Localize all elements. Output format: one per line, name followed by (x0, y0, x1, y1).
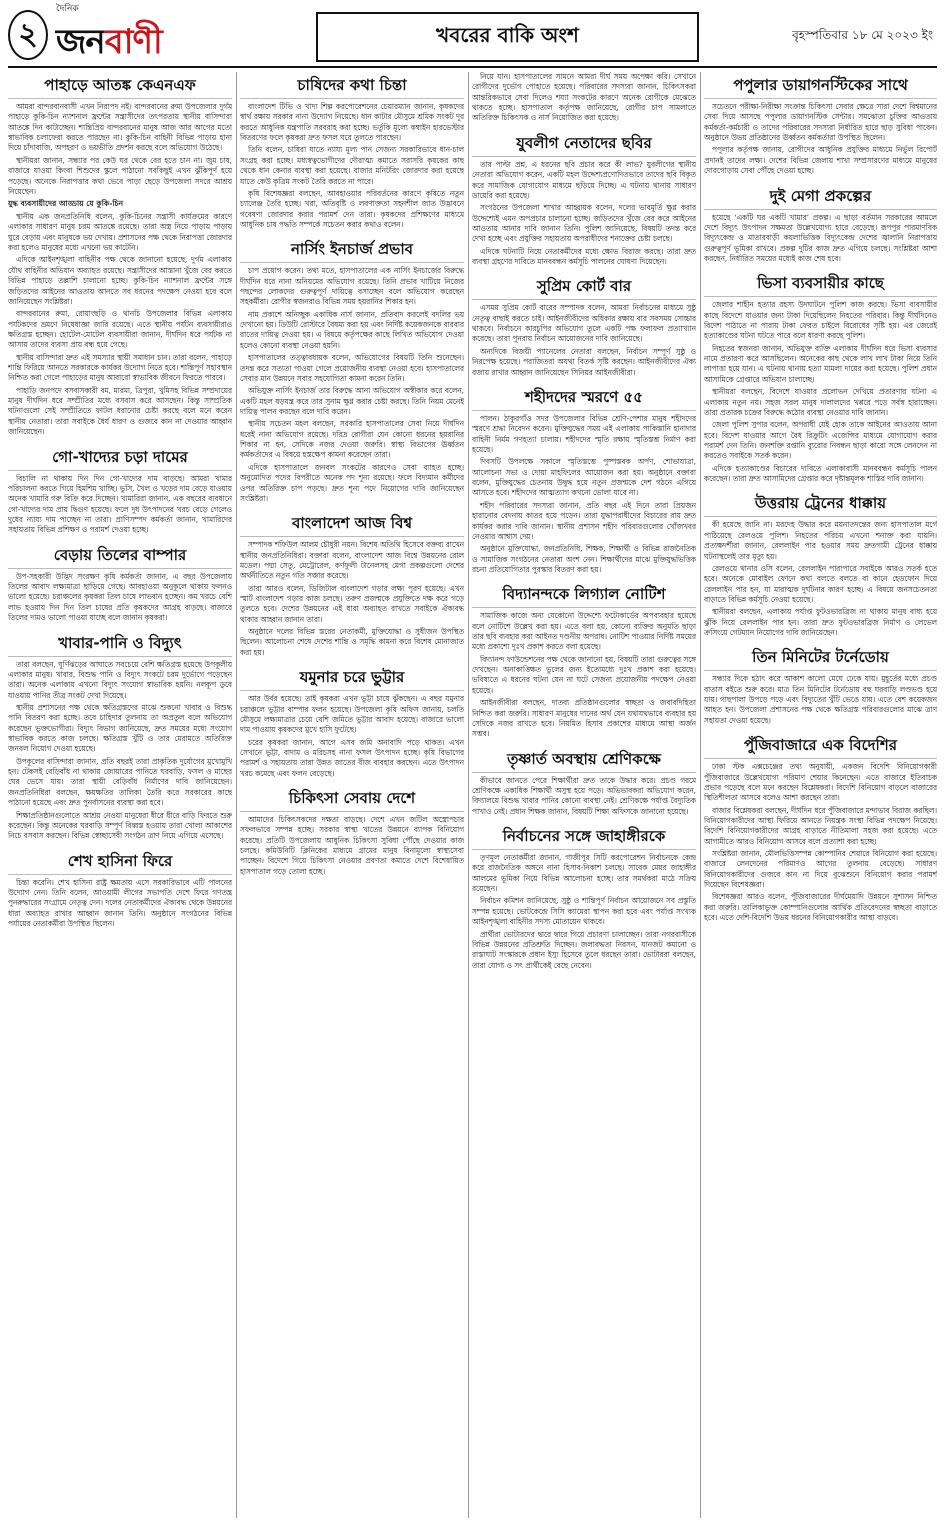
article-headline: নার্সিং ইনচার্জ প্রভাব (240, 236, 464, 263)
article-body (704, 520, 937, 638)
article-body (704, 102, 937, 177)
article (472, 273, 696, 378)
column-3 (472, 72, 696, 977)
paragraph: আমাদের চিকিৎসকদের দক্ষতা বাড়ছে। দেশে এখন জটিল অস্ত্রোপচার সফলভাবে সম্পন্ন হচ্ছে। সরকার স্বাস্থ্য খাতের উন্নয়নে ব্যাপক বিনিয়োগ করেছে। প্রতিটি উপজেলায় আধুনিক চিকিৎসা সুবিধা পৌঁছে দেওয়ার কাজ চলছে। কমিউনিটি ক্লিনিকের মাধ্যমে গ্রামের মানুষ বিনামূল্যে স্বাস্থ্যসেবা পাচ্ছেন। বিদেশে গিয়ে চিকিৎসা নেওয়ার প্রবণতা কমাতে দেশে বিশেষায়িত হাসপাতাল গড়ে তোলা হচ্ছে। (240, 815, 464, 876)
paragraph: স্থানীয় প্রশাসনের পক্ষ থেকে ক্ষতিগ্রস্তদের মাঝে শুকনো খাবার ও বিশুদ্ধ পানি বিতরণ করা হচ্ছে। তবে চাহিদার তুলনায় তা অপ্রতুল বলে অভিযোগ করেছেন ভুক্তভোগীরা। বিদ্যুৎ বিভাগ জানিয়েছে, দ্রুত সময়ের মধ্যে সংযোগ স্বাভাবিক করতে কাজ চলছে। ক্ষতিগ্রস্ত খুঁটি ও তার মেরামতে অতিরিক্ত জনবল নিয়োগ দেওয়া হয়েছে। (8, 702, 232, 754)
brand-name-part1: জন (56, 22, 105, 62)
article-headline: শহীদদের স্মরণে ৫৫ (472, 384, 696, 411)
article (472, 130, 696, 268)
article (704, 270, 937, 484)
article (8, 72, 232, 438)
article-body (472, 853, 696, 971)
article (704, 183, 937, 265)
article-headline: পাহাড়ে আতঙ্ক কেএনএফ (8, 72, 232, 99)
article (472, 823, 696, 971)
article-body (240, 540, 464, 658)
paragraph: বিদ্যানন্দ ফাউন্ডেশনের পক্ষ থেকে জানানো হয়, বিষয়টি তারা গুরুত্বের সঙ্গে দেখছেন। অনাকাঙ্ক্ষিত ভুলের জন্য ইতোমধ্যে দুঃখ প্রকাশ করা হয়েছে। ভবিষ্যতে এ ধরনের ঘটনা যেন না ঘটে সেজন্য প্রয়োজনীয় পদক্ষেপ নেওয়া হয়েছে। (472, 654, 696, 695)
article-subheading: যুদ্ধ ব্যবসায়ীদের আড্ডায় যে কুকি-চিন (8, 199, 124, 209)
article-body (240, 815, 464, 877)
paragraph: উপ-সহকারী উদ্ভিদ সংরক্ষণ কৃষি কর্মকর্তা জানান, এ বছর উপজেলায় তিলের আবাদ লক্ষ্যমাত্রা ছাড়িয়ে গেছে। আবহাওয়া অনুকূলে থাকায় ফলনও ভালো হয়েছে। চরাঞ্চলের কৃষকরা তিল চাষে লাভবান হচ্ছেন। কম খরচে বেশি লাভ হওয়ায় দিন দিন তিল চাষের প্রতি কৃষকদের আগ্রহ বাড়ছে। বাজারে তিলের দামও ভালো পাওয়া যাচ্ছে বলে জানান কৃষকরা। (8, 571, 232, 623)
page-number: ২ (8, 10, 48, 60)
paragraph: নিহতের স্বজনরা জানান, অভিযুক্ত ব্যক্তি এলাকায় দীর্ঘদিন ধরে ভিসা ব্যবসার নামে প্রতারণা করে আসছিলেন। অনেকের কাছ থেকে লাখ লাখ টাকা নিয়ে তিনি লাপাত্তা হয়ে যান। এ ঘটনায় থানায় হত্যা মামলা দায়ের করা হয়েছে। পুলিশ প্রধান আসামিকে গ্রেপ্তারে অভিযান চালাচ্ছে। (704, 343, 937, 384)
brand-sub: দৈনিক (56, 4, 79, 14)
paragraph: চিন্তা করেনি। শেখ হাসিনা রাষ্ট্র ক্ষমতায় এসে সরকারিভাবে এটি পালনের উদ্যোগ নেন। তিনি বলেন, আওয়ামী লীগের সভাপতি দেশে ফিরে গণতন্ত্র পুনরুদ্ধারের সংগ্রামে নেতৃত্ব দেন। দলের নেতাকর্মীদের ঐক্যবদ্ধ থেকে উন্নয়নের ধারা অব্যাহত রাখার আহ্বান জানান তিনি। অনুষ্ঠানে সংগঠনের বিভিন্ন পর্যায়ের নেতাকর্মীরা উপস্থিত ছিলেন। (8, 877, 232, 929)
paragraph: বিচালি না থাকায় দিন দিন গো-খাদ্যের দাম বাড়ছে। আমরা খামার পরিচালনা করতে গিয়ে হিমশিম খাচ্ছি। ভুসি, খৈল ও খড়ের দাম বেড়ে যাওয়ায় অনেক খামারি গরু বিক্রি করে দিচ্ছেন। খামারিরা জানান, এক বছরের ব্যবধানে গো-খাদ্যের দাম প্রায় দ্বিগুণ হয়েছে। ফলে দুধ উৎপাদনের খরচ বেড়ে গেলেও দুধের ন্যায্য দাম পাচ্ছেন না তারা। প্রাণিসম্পদ কর্মকর্তা জানান, খামারিদের সহায়তায় বিভিন্ন প্রশিক্ষণ ও পরামর্শ দেওয়া হচ্ছে। (8, 473, 232, 535)
paragraph: স্থানীয়রা জানান, সন্ধ্যার পর কেউ ঘর থেকে বের হতে চান না। জুম চাষ, বাজারে যাওয়া কিংবা শিশুদের স্কুলে পাঠানো সবকিছুই এখন ঝুঁকিপূর্ণ হয়ে পড়েছে। অনেকে নিরাপত্তার কথা ভেবে পাড়া ছেড়ে উপজেলা সদরে আশ্রয় নিয়েছেন। (8, 155, 232, 196)
paragraph: এদিকে আইনশৃঙ্খলা বাহিনীর পক্ষ থেকে জানানো হয়েছে, দুর্গম এলাকায় যৌথ বাহিনীর অভিযান অব্যাহত রয়েছে। সন্ত্রাসীদের আস্তানা খুঁজে বের করতে বিভিন্ন পাহাড়ে তল্লাশি চালানো হচ্ছে। কুকি-চিন ন্যাশনাল ফ্রন্টের সঙ্গে জড়িতদের আইনের আওতায় আনতে সব ধরনের পদক্ষেপ নেওয়া হবে বলে জানিয়েছেন সংশ্লিষ্টরা। (8, 255, 232, 306)
paragraph: অনুষ্ঠানে দলের বিভিন্ন স্তরের নেতাকর্মী, মুক্তিযোদ্ধা ও সুধীজন উপস্থিত ছিলেন। আলোচনা শেষে দেশের শান্তি ও সমৃদ্ধি কামনা করে বিশেষ মোনাজাত করা হয়। (240, 627, 464, 657)
article-body (704, 674, 937, 726)
article-body (472, 414, 696, 575)
paragraph: সংশ্লিষ্টরা জানান, মৌলভিত্তিসম্পন্ন কোম্পানির শেয়ারে বিনিয়োগ করা হয়েছে। বাজারে লেনদেনের পরিমাণও আগের তুলনায় বেড়েছে। সাধারণ বিনিয়োগকারীদের গুজবে কান না দিয়ে বুঝেশুনে বিনিয়োগ করার পরামর্শ দিয়েছেন বিশেষজ্ঞরা। (704, 849, 937, 890)
article-body (8, 474, 232, 536)
article-headline: দুই মেগা প্রকল্পের (704, 183, 937, 210)
column-divider (236, 72, 237, 1518)
article-body (472, 160, 696, 268)
article (240, 785, 464, 877)
paragraph: অভিযুক্ত নার্সিং ইনচার্জ তার বিরুদ্ধে আনা অভিযোগ অস্বীকার করে বলেন, একটি মহল ষড়যন্ত্র করে তার সুনাম ক্ষুণ্ণ করার চেষ্টা করছে। তিনি নিয়ম মেনেই দায়িত্ব পালন করছেন বলে দাবি করেন। (240, 386, 464, 416)
paragraph: এদিকে হাসপাতালে জনবল সংকটের কারণেও সেবা ব্যাহত হচ্ছে। অনুমোদিত পদের বিপরীতে অনেক পদ শূন্য রয়েছে। ফলে বিদ্যমান কর্মীদের ওপর অতিরিক্ত চাপ পড়ছে। দ্রুত শূন্য পদে নিয়োগের দাবি জানিয়েছেন সংশ্লিষ্টরা। (240, 462, 464, 503)
article-body (704, 300, 937, 484)
paragraph: নাম প্রকাশে অনিচ্ছুক একাধিক নার্স জানান, প্রতিবাদ করলেই বদলির ভয় দেখানো হয়। ডিউটি রোস্টারে বৈষম্য করা হয় এবং নির্দিষ্ট কয়েকজনকে বারবার রাতের দায়িত্ব দেওয়া হয়। এ বিষয়ে কর্তৃপক্ষের কাছে লিখিত অভিযোগ দেওয়া হলেও কোনো ব্যবস্থা নেওয়া হয়নি। (240, 309, 464, 350)
column-divider (700, 72, 701, 1518)
section-title: খবরের বাকি অংশ (316, 12, 699, 62)
brand-name (56, 16, 308, 73)
article-body (472, 611, 696, 739)
paragraph: বান্দরবানের রুমা, রোয়াংছড়ি ও থানচি উপজেলার বিভিন্ন এলাকায় পর্যটকদের ভ্রমণে নিষেধাজ্ঞা জারি রয়েছে। এতে স্থানীয় পর্যটন ব্যবসায়ীরাও ক্ষতিগ্রস্ত হচ্ছেন। হোটেল-মোটেল ব্যবসায়ীরা জানান, দীর্ঘদিন ধরে পর্যটক না আসায় তাদের ব্যবসা প্রায় বন্ধ হয়ে গেছে। (8, 309, 232, 350)
article (704, 72, 937, 177)
article (240, 236, 464, 504)
article-headline: বাংলাদেশ আজ বিশ্ব (240, 510, 464, 537)
article-headline: তিন মিনিটের টর্নেডোয় (704, 644, 937, 671)
article-headline: যমুনার চরে ভুট্টার (240, 664, 464, 691)
paragraph: আর উর্বর হয়েছে। তাই কৃষকরা এখন ভুট্টা চাষে ঝুঁকছেন। এ বছর যমুনার চরাঞ্চলে ভুট্টার বাম্পার ফলন হয়েছে। উপজেলা কৃষি অফিস জানায়, চলতি মৌসুমে লক্ষ্যমাত্রার চেয়ে বেশি জমিতে ভুট্টার আবাদ হয়েছে। বাজারে ভালো দাম পাওয়ায় কৃষকদের মুখে হাসি ফুটেছে। (240, 694, 464, 735)
article-body (472, 776, 696, 817)
paragraph: পালন। ঠাকুরগাঁও সদর উপজেলার বিভিন্ন শ্রেণি-পেশার মানুষ শহীদদের স্মরণে শ্রদ্ধা নিবেদন করেন। মুক্তিযুদ্ধের সময় এই এলাকায় পাকিস্তানি হানাদার বাহিনী নির্মম গণহত্যা চালায়। শহীদদের স্মৃতি রক্ষায় স্মৃতিস্তম্ভ নির্মাণ করা হয়েছে। (472, 413, 696, 454)
article-body (472, 303, 696, 378)
article (472, 746, 696, 817)
paragraph: কীভাবে জানতে পেরে শিক্ষার্থীরা দ্রুত তাকে উদ্ধার করে। প্রচণ্ড গরমে শ্রেণিকক্ষে একাধিক শিক্ষার্থী অসুস্থ হয়ে পড়ে। অভিভাবকরা অভিযোগ করেন, বিদ্যালয়ে বিশুদ্ধ খাবার পানির কোনো ব্যবস্থা নেই। শ্রেণিকক্ষে পর্যাপ্ত বৈদ্যুতিক পাখাও নেই। প্রধান শিক্ষক জানান, বিষয়টি শিক্ষা অফিসকে জানানো হয়েছে। (472, 775, 696, 816)
article-headline: তৃষ্ণার্ত অবস্থায় শ্রেণিকক্ষে (472, 746, 696, 773)
paragraph: দিবসটি উপলক্ষে সকালে স্মৃতিস্তম্ভে পুষ্পস্তবক অর্পণ, শোভাযাত্রা, আলোচনা সভা ও দোয়া মাহফিলের আয়োজন করা হয়। অনুষ্ঠানে বক্তারা বলেন, মুক্তিযুদ্ধের চেতনায় উদ্বুদ্ধ হয়ে নতুন প্রজন্মকে দেশ গঠনে এগিয়ে আসতে হবে। শহীদদের আত্মত্যাগ কখনো ভোলা যাবে না। (472, 457, 696, 498)
paragraph: ঢাকা স্টক এক্সচেঞ্জের তথ্য অনুযায়ী, একজন বিদেশি বিনিয়োগকারী পুঁজিবাজারে উল্লেখযোগ্য পরিমাণ শেয়ার কিনেছেন। এতে বাজারে ইতিবাচক প্রভাব পড়েছে বলে মনে করছেন বিশ্লেষকরা। বিদেশি বিনিয়োগ বাড়লে বাজারের স্থিতিশীলতা আসবে বলেও আশা করছেন তারা। (704, 762, 937, 803)
article-body (704, 762, 937, 923)
article (704, 644, 937, 726)
paragraph: বাংলাদেশ টিভি ও খাদ্য শিল্প করপোরেশনের চেয়ারম্যান জানান, কৃষকদের স্বার্থ রক্ষায় সরকার নানা উদ্যোগ নিয়েছে। ধান কাটার মৌসুমে শ্রমিক সংকট দূর করতে আধুনিক যন্ত্রপাতি সরবরাহ করা হচ্ছে। ভর্তুকি মূল্যে কম্বাইন হারভেস্টার বিতরণের ফলে কৃষকরা দ্রুত ফসল ঘরে তুলতে পারছেন। (240, 102, 464, 143)
paragraph: স্থানীয় বাসিন্দারা দ্রুত এই সমস্যার স্থায়ী সমাধান চান। তারা বলেন, পাহাড়ে শান্তি ফিরিয়ে আনতে সরকারকে কার্যকর উদ্যোগ নিতে হবে। শান্তিপূর্ণ সহাবস্থান নিশ্চিত করা গেলে পাহাড়ের মানুষ আবারো স্বাভাবিক জীবনে ফিরতে পারবে। (8, 352, 232, 383)
paragraph: তার পাল্টা প্রশ্ন, এ ধরনের ছবি প্রচার করে কী লাভ? যুবলীগের স্থানীয় নেতারা অভিযোগ করেন, একটি মহল উদ্দেশ্যপ্রণোদিতভাবে তাদের ছবি বিকৃত করে সামাজিক যোগাযোগ মাধ্যমে ছড়িয়ে দিচ্ছে। এ ঘটনায় থানায় সাধারণ ডায়েরি করা হয়েছে। (472, 159, 696, 200)
article (240, 510, 464, 658)
article-headline: ভিসা ব্যবসায়ীর কাছে (704, 270, 937, 297)
article-headline: চাষিদের কথা চিন্তা (240, 72, 464, 99)
article-body (8, 660, 232, 842)
article-body (704, 213, 937, 265)
masthead (8, 6, 937, 68)
brand-name-part2: বাণী (104, 22, 162, 62)
paragraph: জেলার শাহীন হত্যার রহস্য উদঘাটনে পুলিশ কাজ করছে। ভিসা ব্যবসায়ীর কাছে বিদেশে যাওয়ার জন্য টাকা দিয়েছিলেন নিহতের পরিবার। কিন্তু দীর্ঘদিনেও বিদেশ পাঠাতে না পারায় টাকা ফেরত চাইলে বিরোধের সৃষ্টি হয়। এর জেরেই হত্যাকাণ্ডের ঘটনা ঘটতে পারে বলে ধারণা করছে পুলিশ। (704, 300, 937, 341)
article-headline: বিদ্যানন্দকে লিগ্যাল নোটিশ (472, 581, 696, 608)
article-headline: সুপ্রিম কোর্ট বার (472, 273, 696, 300)
article (472, 72, 696, 124)
paragraph: চরের কৃষকরা জানান, আগে এসব জমি অনাবাদি পড়ে থাকত। এখন সেখানে ভুট্টা, বাদাম ও মরিচসহ নানা ফসল উৎপাদন হচ্ছে। কৃষি বিভাগের পরামর্শ ও সহায়তায় তারা উন্নত জাতের বীজ ব্যবহার করছেন। এতে উৎপাদন খরচ কমেছে এবং ফলন বেড়েছে। (240, 737, 464, 778)
paragraph: নির্বাচন কমিশন জানিয়েছে, সুষ্ঠু ও শান্তিপূর্ণ নির্বাচন আয়োজনে সব প্রস্তুতি সম্পন্ন হয়েছে। ভোটকেন্দ্রে সিসি ক্যামেরা স্থাপন করা হবে এবং পর্যাপ্ত সংখ্যক আইনশৃঙ্খলা বাহিনীর সদস্য মোতায়েন থাকবে। (472, 896, 696, 927)
paragraph: অন্যদিকে বিজয়ী প্যানেলের নেতারা বলছেন, নির্বাচন সম্পূর্ণ সুষ্ঠু ও নিরপেক্ষ হয়েছে। পরাজিতরা অযথা বিতর্ক সৃষ্টি করছেন। আইনজীবীদের ঐক্য বজায় রাখার আহ্বান জানিয়েছেন সিনিয়র আইনজীবীরা। (472, 346, 696, 377)
paragraph: স্থানীয় এক জনপ্রতিনিধি বলেন, কুকি-চিনের সন্ত্রাসী কার্যক্রমের কারণে এলাকার সাধারণ মানুষ চরম আতঙ্কে রয়েছে। তারা অস্ত্র নিয়ে পাড়ায় পাড়ায় ঘুরে বেড়ায় এবং মানুষকে ভয় দেখায়। প্রশাসনের পক্ষ থেকে নিরাপত্তা জোরদার করা হলেও মানুষের মধ্যে এখনো ভয় কাটেনি। (8, 212, 232, 253)
column-4 (704, 72, 937, 930)
paragraph: এসময় সুপ্রিম কোর্ট বারের সম্পাদক বলেন, আমরা নির্বাচনের মাধ্যমে সুষ্ঠু নেতৃত্ব বাছাই করতে চাই। আইনজীবীদের অধিকার রক্ষায় বার সবসময় সোচ্চার থাকবে। নির্বাচনে কারচুপির অভিযোগ তুলে একটি পক্ষ ফলাফল প্রত্যাখ্যান করেছে। তারা পুনরায় নির্বাচন আয়োজনের দাবি জানিয়েছে। (472, 303, 696, 344)
article-headline: শেখ হাসিনা ফিরে (8, 848, 232, 875)
article (240, 72, 464, 230)
paragraph: রেলওয়ে থানার ওসি বলেন, রেললাইন পারাপারে সবাইকে আরও সতর্ক হতে হবে। অনেকে মোবাইল ফোনে কথা বলতে বলতে বা কানে হেডফোন দিয়ে রেললাইন পার হন, যা মারাত্মক দুর্ঘটনার কারণ হচ্ছে। এ বিষয়ে জনসচেতনতা বাড়াতে বিভিন্ন কর্মসূচি নেওয়া হয়েছে। (704, 563, 937, 604)
paragraph: জেলা পুলিশ সুপার বলেন, অপরাধী যেই হোক তাকে আইনের আওতায় আনা হবে। বিদেশ যাওয়ার আগে বৈধ রিক্রুটিং এজেন্সির মাধ্যমে যোগাযোগ করার পরামর্শ দেন তিনি। জনশক্তি রপ্তানি ব্যুরোর নিবন্ধন ছাড়া কারো সঙ্গে লেনদেন না করতেও সবাইকে সতর্ক করেন। (704, 420, 937, 461)
paragraph: সন্ধ্যার দিকে হঠাৎ করে আকাশ কালো মেঘে ঢেকে যায়। মুহূর্তের মধ্যে প্রচণ্ড বাতাস বইতে শুরু করে। মাত্র তিন মিনিটের টর্নেডোয় বহু ঘরবাড়ি লণ্ডভণ্ড হয়ে যায়। গাছপালা উপড়ে পড়ে এবং বিদ্যুতের খুঁটি ভেঙে যায়। এতে বেশ কয়েকজন আহত হন। উপজেলা প্রশাসনের পক্ষ থেকে ক্ষতিগ্রস্ত পরিবারগুলোর মাঝে ত্রাণ সহায়তা দেওয়া হয়েছে। (704, 674, 937, 725)
paragraph: শিক্ষাপ্রতিষ্ঠানগুলোতে আশ্রয় নেওয়া মানুষেরা ধীরে ধীরে বাড়ি ফিরতে শুরু করেছেন। কিন্তু অনেকের ঘরবাড়ি সম্পূর্ণ বিধ্বস্ত হওয়ায় তারা খোলা আকাশের নিচে বসবাস করছেন। বিভিন্ন স্বেচ্ছাসেবী সংগঠন ত্রাণ নিয়ে এগিয়ে এসেছে। (8, 810, 232, 841)
paragraph: তারা আরও বলেন, ডিজিটাল বাংলাদেশ গড়ার লক্ষ্য পূরণ হয়েছে। এখন স্মার্ট বাংলাদেশ গড়ার কাজ চলছে। তরুণ প্রজন্মকে প্রযুক্তিতে দক্ষ করে গড়ে তুলতে হবে। দেশের উন্নয়নের এই ধারা অব্যাহত রাখতে সবাইকে ঐক্যবদ্ধ থাকার আহ্বান জানান তারা। (240, 583, 464, 624)
article-headline: নির্বাচনের সঙ্গে জাহাঙ্গীরকে (472, 823, 696, 850)
paragraph: কৃষি বিশেষজ্ঞরা বলছেন, আবহাওয়ার পরিবর্তনের কারণে কৃষিতে নতুন চ্যালেঞ্জ তৈরি হচ্ছে। খরা, অতিবৃষ্টি ও লবণাক্ততা সহনশীল জাত উদ্ভাবনে গবেষণা জোরদার করার পরামর্শ দেন তারা। কৃষকদের প্রশিক্ষণের মাধ্যমে আধুনিক চাষ পদ্ধতি সম্পর্কে সচেতন করার কথাও বলেন। (240, 188, 464, 229)
paragraph: স্থানীয় সচেতন মহল বলছেন, সরকারি হাসপাতালের সেবা নিয়ে দীর্ঘদিন ধরেই নানা অভিযোগ রয়েছে। দরিদ্র রোগীরা যেন কোনো ধরনের হয়রানির শিকার না হন, সেদিকে নজর দেওয়া জরুরি। স্বাস্থ্য বিভাগের ঊর্ধ্বতন কর্মকর্তাদের এ বিষয়ে হস্তক্ষেপ কামনা করেছেন তারা। (240, 419, 464, 460)
paragraph: এদিকে ঘটনাটি নিয়ে নেতাকর্মীদের মধ্যে ক্ষোভ বিরাজ করছে। তারা দ্রুত ব্যবস্থা গ্রহণের দাবিতে মানববন্ধন কর্মসূচি পালনের ঘোষণা দিয়েছেন। (472, 246, 696, 267)
article (704, 732, 937, 923)
article-body (8, 102, 232, 438)
article-body (8, 572, 232, 624)
article-headline: চিকিৎসা সেবায় দেশে (240, 785, 464, 812)
paragraph: নিয়ে যান। হাসপাতালের সামনে আমরা দীর্ঘ সময় অপেক্ষা করি। সেখানে রোগীদের দুর্ভোগ পোহাতে হয়েছে। পরিবারের সদস্যরা জানান, চিকিৎসকরা আন্তরিকভাবে সেবা দিলেও শয্যা সংকটের কারণে অনেক রোগীকে মেঝেতে থাকতে হচ্ছে। হাসপাতাল কর্তৃপক্ষ জানিয়েছে, রোগীর চাপ সামলাতে অতিরিক্ত চিকিৎসক ও নার্স নিয়োজিত করা হয়েছে। (472, 72, 696, 123)
paragraph: স্থানীয়রা বলছেন, বিদেশে যাওয়ার প্রলোভন দেখিয়ে প্রতারণার ঘটনা এ এলাকায় নতুন নয়। সহজ সরল মানুষ দালালদের খপ্পরে পড়ে সর্বস্ব হারাচ্ছেন। তারা প্রতারক চক্রের বিরুদ্ধে কঠোর ব্যবস্থা নেওয়ার দাবি জানান। (704, 387, 937, 417)
paragraph: এদিকে হত্যাকাণ্ডের বিচারের দাবিতে এলাকাবাসী মানববন্ধন কর্মসূচি পালন করেছেন। তারা দ্রুত আসামিদের গ্রেপ্তার করে দৃষ্টান্তমূলক শাস্তির দাবি জানান। (704, 463, 937, 484)
paragraph: বিশেষজ্ঞরা আরও বলেন, পুঁজিবাজারের দীর্ঘমেয়াদি উন্নয়নে সুশাসন নিশ্চিত করা জরুরি। তালিকাভুক্ত কোম্পানিগুলোর আর্থিক প্রতিবেদনের স্বচ্ছতা বাড়াতে হবে। এতে দেশি-বিদেশি উভয় ধরনের বিনিয়োগকারীর আস্থা বাড়বে। (704, 892, 937, 923)
article (8, 848, 232, 930)
column-divider (468, 72, 469, 1518)
column-1 (8, 72, 232, 935)
paragraph: স্থানীয়রা বলছেন, এলাকায় পর্যাপ্ত ফুটওভারব্রিজ না থাকায় মানুষ বাধ্য হয়ে ঝুঁকি নিয়ে রেললাইন পার হন। তারা দ্রুত ফুটওভারব্রিজ নির্মাণ ও লেভেল ক্রসিংয়ে গেটম্যান নিয়োগের দাবি জানিয়েছেন। (704, 607, 937, 638)
article (240, 664, 464, 779)
paragraph: সংগঠনের উপজেলা শাখার আহ্বায়ক বলেন, দলের ভাবমূর্তি ক্ষুণ্ণ করার উদ্দেশ্যেই এমন অপপ্রচার চালানো হচ্ছে। জড়িতদের খুঁজে বের করে আইনের আওতায় আনার দাবি জানান তিনি। পুলিশ জানিয়েছে, বিষয়টি তদন্ত করে দেখা হচ্ছে এবং প্রযুক্তির সহায়তায় অপরাধীদের শনাক্তের চেষ্টা চলছে। (472, 203, 696, 244)
article-headline: পপুলার ডায়াগনস্টিকের সাথে (704, 72, 937, 99)
article-body (240, 694, 464, 779)
paragraph: হাসপাতালের তত্ত্বাবধায়ক বলেন, অভিযোগের বিষয়টি তিনি শুনেছেন। তদন্ত করে সত্যতা পাওয়া গেলে প্রয়োজনীয় ব্যবস্থা নেওয়া হবে। হাসপাতালের সেবার মান উন্নয়নে সবার সহযোগিতা কামনা করেন তিনি। (240, 353, 464, 383)
paragraph: তৃণমূল নেতাকর্মীরা জানান, গাজীপুর সিটি করপোরেশন নির্বাচনকে কেন্দ্র করে রাজনৈতিক অঙ্গনে নানা হিসাব-নিকাশ চলছে। সাবেক মেয়র জাহাঙ্গীর আলমের ভূমিকা নিয়ে বিভিন্ন আলোচনা হচ্ছে। তার সমর্থকরা মাঠে সক্রিয় রয়েছেন। (472, 853, 696, 894)
article-headline: খাবার-পানি ও বিদ্যুৎ (8, 630, 232, 657)
paragraph: পপুলার কর্তৃপক্ষ জানায়, রোগীদের আধুনিক প্রযুক্তির মাধ্যমে নির্ভুল রিপোর্ট প্রদানই তাদের লক্ষ্য। দেশের বিভিন্ন জেলায় শাখা সম্প্রসারণের মাধ্যমে মানুষের দোরগোড়ায় সেবা পৌঁছে দেওয়া হচ্ছে। (704, 145, 937, 176)
paragraph: আইনজীবীরা বলছেন, দাতব্য প্রতিষ্ঠানগুলোর স্বচ্ছতা ও জবাবদিহিতা নিশ্চিত করা জরুরি। সাধারণ মানুষের দানের অর্থ যেন যথাযথভাবে ব্যবহার হয় সেদিকে নজর রাখতে হবে। নিয়মিত হিসাব প্রকাশের মাধ্যমে আস্থা অর্জন সম্ভব। (472, 698, 696, 739)
paragraph: অনুষ্ঠানে মুক্তিযোদ্ধা, জনপ্রতিনিধি, শিক্ষক, শিক্ষার্থী ও বিভিন্ন রাজনৈতিক ও সামাজিক সংগঠনের নেতারা অংশ নেন। শিক্ষার্থীদের মাঝে মুক্তিযুদ্ধভিত্তিক রচনা প্রতিযোগিতার পুরস্কার বিতরণ করা হয়। (472, 544, 696, 574)
paragraph: তারা বলছেন, ঘূর্ণিঝড়ের আঘাতে সবচেয়ে বেশি ক্ষতিগ্রস্ত হয়েছে উপকূলীয় এলাকার মানুষ। খাবার, বিশুদ্ধ পানি ও বিদ্যুৎ সংকটে চরম দুর্ভোগে পড়েছেন তারা। অনেক এলাকায় এখনো বিদ্যুৎ সংযোগ স্বাভাবিক হয়নি। নলকূপ ডুবে যাওয়ায় পানির তীব্র সংকট দেখা দিয়েছে। (8, 659, 232, 700)
article-body (472, 72, 696, 124)
article (472, 384, 696, 575)
brand-logo (48, 6, 308, 68)
masthead-rule (8, 66, 937, 68)
article (472, 581, 696, 739)
article-body (240, 266, 464, 504)
paragraph: আমরা বান্দরবানবাসী এখন নিরাপদ নই। বান্দরবানের রুমা উপজেলার দুর্গম পাহাড়ে কুকি-চিন ন্যাশনাল ফ্রন্টের সন্ত্রাসীদের তৎপরতায় স্থানীয় বাসিন্দারা আতঙ্কে দিন কাটাচ্ছেন। শান্তিপ্রিয় বান্দরবানের মানুষ আজ আর আগের মতো স্বাভাবিক চলাফেরা করতে পারছেন না। কুকি-চিন বাহিনী বিভিন্ন পাড়ায় হানা দিয়ে চাঁদাবাজি, অপহরণ ও ভয়ভীতি প্রদর্শন করছে বলে অভিযোগ উঠেছে। (8, 102, 232, 153)
column-2 (240, 72, 464, 883)
article (704, 490, 937, 638)
article-body (240, 102, 464, 230)
article-headline: গো-খাদ্যের চড়া দামের (8, 444, 232, 471)
paragraph: শহীদ পরিবারের সদস্যরা জানান, প্রতি বছর এই দিনে তারা প্রিয়জন হারানোর বেদনায় কাতর হয়ে পড়েন। তারা যুদ্ধাপরাধীদের বিচারের রায় দ্রুত কার্যকর করার দাবি জানান। স্থানীয় প্রশাসন শহীদ পরিবারগুলোর খোঁজখবর নেওয়ার আশ্বাস দেয়। (472, 500, 696, 541)
article-headline: যুবলীগ নেতাদের ছবির (472, 130, 696, 157)
article (8, 542, 232, 624)
paragraph: কী হয়েছে জানি না। মরদেহ উদ্ধার করে ময়নাতদন্তের জন্য হাসপাতাল মর্গে পাঠিয়েছে রেলওয়ে পুলিশ। নিহতের পরিচয় এখনো শনাক্ত করা যায়নি। প্রত্যক্ষদর্শীরা জানান, রেললাইন পার হওয়ার সময় দ্রুতগামী ট্রেনের ধাক্কায় ঘটনাস্থলেই তার মৃত্যু হয়। (704, 520, 937, 561)
issue-date: বৃহস্পতিবার ১৮ মে ২০২৩ ইং (792, 28, 933, 42)
paragraph: চাপ প্রয়োগ করেন। তথ্য মতে, হাসপাতালের এক নার্সিং ইনচার্জের বিরুদ্ধে দীর্ঘদিন ধরে নানা অনিয়মের অভিযোগ রয়েছে। তিনি প্রভাব খাটিয়ে নিজের পছন্দের লোকদের গুরুত্বপূর্ণ দায়িত্বে বসাচ্ছেন বলে অভিযোগ করেছেন সহকর্মীরা। রোগীর স্বজনরাও বিভিন্ন সময় হয়রানির শিকার হন। (240, 266, 464, 307)
paragraph: বাজার বিশ্লেষকরা বলছেন, দীর্ঘদিন ধরে পুঁজিবাজারে মন্দাভাব বিরাজ করছিল। বিনিয়োগকারীদের আস্থা ফিরিয়ে আনতে নিয়ন্ত্রক সংস্থা বিভিন্ন পদক্ষেপ নিয়েছে। বিদেশি বিনিয়োগকারীদের আগ্রহ বাড়াতে নীতিমালা সহজ করা হয়েছে। এতে আগামীতে আরও বিনিয়োগ আসবে বলে প্রত্যাশা করা হচ্ছে। (704, 805, 937, 846)
article-headline: পুঁজিবাজারে এক বিদেশির (704, 732, 937, 759)
paragraph: হয়েছে ‘একটি ঘর একটি খামার’ প্রকল্প। এ ছাড়া বর্তমান সরকারের আমলে দেশে বিদ্যুৎ উৎপাদন সক্ষমতা উল্লেখযোগ্য হারে বেড়েছে। রূপপুর পারমাণবিক বিদ্যুৎকেন্দ্র ও মাতারবাড়ী কয়লাভিত্তিক বিদ্যুৎকেন্দ্র দেশের জ্বালানি নিরাপত্তায় গুরুত্বপূর্ণ ভূমিকা রাখবে। প্রকল্প দুটির কাজ দ্রুত এগিয়ে চলছে। সংশ্লিষ্টরা আশা করছেন, নির্ধারিত সময়ের মধ্যেই কাজ শেষ হবে। (704, 212, 937, 263)
paragraph: উপকূলের বাসিন্দারা জানান, প্রতি বছরই তারা প্রাকৃতিক দুর্যোগের মুখোমুখি হন। টেকসই বেড়িবাঁধ না থাকায় জোয়ারের পানিতে ঘরবাড়ি, ফসল ও মাছের ঘের ভেসে যায়। তারা স্থায়ী বেড়িবাঁধ নির্মাণের দাবি জানিয়েছেন। জনপ্রতিনিধিরা বলছেন, ক্ষয়ক্ষতির তালিকা তৈরি করে সরকারের কাছে পাঠানো হয়েছে এবং দ্রুত পুনর্বাসনের ব্যবস্থা করা হবে। (8, 756, 232, 808)
paragraph: পাহাড়ি জনপদে বসবাসকারী বম, মারমা, ত্রিপুরা, খুমিসহ বিভিন্ন সম্প্রদায়ের মানুষ দীর্ঘদিন ধরে সম্প্রীতির মধ্যে বসবাস করে আসছেন। কিন্তু সাম্প্রতিক ঘটনাগুলো সেই সম্প্রীতিতে ফাটল ধরানোর চেষ্টা করছে বলে মনে করেন স্থানীয় নেতারা। তারা সবাইকে ধৈর্য ধারণ ও গুজবে কান না দেওয়ার আহ্বান জানিয়েছেন। (8, 385, 232, 437)
paragraph: প্রার্থীরা ভোটারদের দ্বারে দ্বারে গিয়ে প্রচারণা চালাচ্ছেন। তারা নগরবাসীকে বিভিন্ন উন্নয়নের প্রতিশ্রুতি দিচ্ছেন। জলাবদ্ধতা নিরসন, যানজট কমানো ও রাস্তাঘাট সংস্কারকে প্রধান ইস্যু হিসেবে তুলে ধরছেন তারা। ভোটাররা বলছেন, তারা যোগ্য ও সৎ প্রার্থীকেই বেছে নেবেন। (472, 929, 696, 970)
paragraph: সচেতনে পরীক্ষা-নিরীক্ষা সংক্রান্ত চিকিৎসা সেবার ক্ষেত্রে সারা দেশে বিশ্বমানের সেবা দিয়ে আসছে পপুলার ডায়াগনস্টিক সেন্টার। সমঝোতা চুক্তির আওতায় কর্মকর্তা-কর্মচারী ও তাদের পরিবারের সদস্যরা নির্ধারিত হারে ছাড় সুবিধা পাবেন। অনুষ্ঠানে উভয় প্রতিষ্ঠানের ঊর্ধ্বতন কর্মকর্তারা উপস্থিত ছিলেন। (704, 102, 937, 143)
article (8, 630, 232, 842)
paragraph: তিনি বলেন, চাষিরা যাতে ন্যায্য মূল্য পান সেজন্য সরকারিভাবে ধান-চাল সংগ্রহ করা হচ্ছে। মধ্যস্বত্বভোগীদের দৌরাত্ম্য কমাতে সরাসরি কৃষকের কাছ থেকে ধান কেনার ব্যবস্থা করা হয়েছে। বাজার মনিটরিং জোরদার করা হয়েছে যাতে কেউ কৃত্রিম সংকট তৈরি করতে না পারে। (240, 145, 464, 186)
paragraph: সম্পাদক শফিউল আলম চৌধুরী নয়ন। বিশেষ অতিথি হিসেবে বক্তব্য রাখেন স্থানীয় জনপ্রতিনিধিরা। বক্তারা বলেন, বাংলাদেশ আজ বিশ্বে উন্নয়নের রোল মডেল। পদ্মা সেতু, মেট্রোরেল, কর্ণফুলী টানেলসহ মেগা প্রকল্পগুলো দেশের অর্থনীতিতে নতুন গতি সঞ্চার করেছে। (240, 540, 464, 581)
article-body (8, 878, 232, 930)
article (8, 444, 232, 536)
paragraph: সামাজিক কাজে অন্য যেকোনো উদ্দেশ্যে ফটোকার্ডের অপব্যবহার হয়েছে বলে নোটিশে উল্লেখ করা হয়। এতে বলা হয়, কোনো ব্যক্তির অনুমতি ছাড়া তার ছবি ব্যবহার করা আইনত দণ্ডনীয় অপরাধ। নোটিশ পাওয়ার নির্দিষ্ট সময়ের মধ্যে প্রকাশ্যে দুঃখ প্রকাশ করতে বলা হয়েছে। (472, 611, 696, 652)
article-headline: উত্তরায় ট্রেনের ধাক্কায় (704, 490, 937, 517)
article-headline: বেড়ায় তিলের বাম্পার (8, 542, 232, 569)
